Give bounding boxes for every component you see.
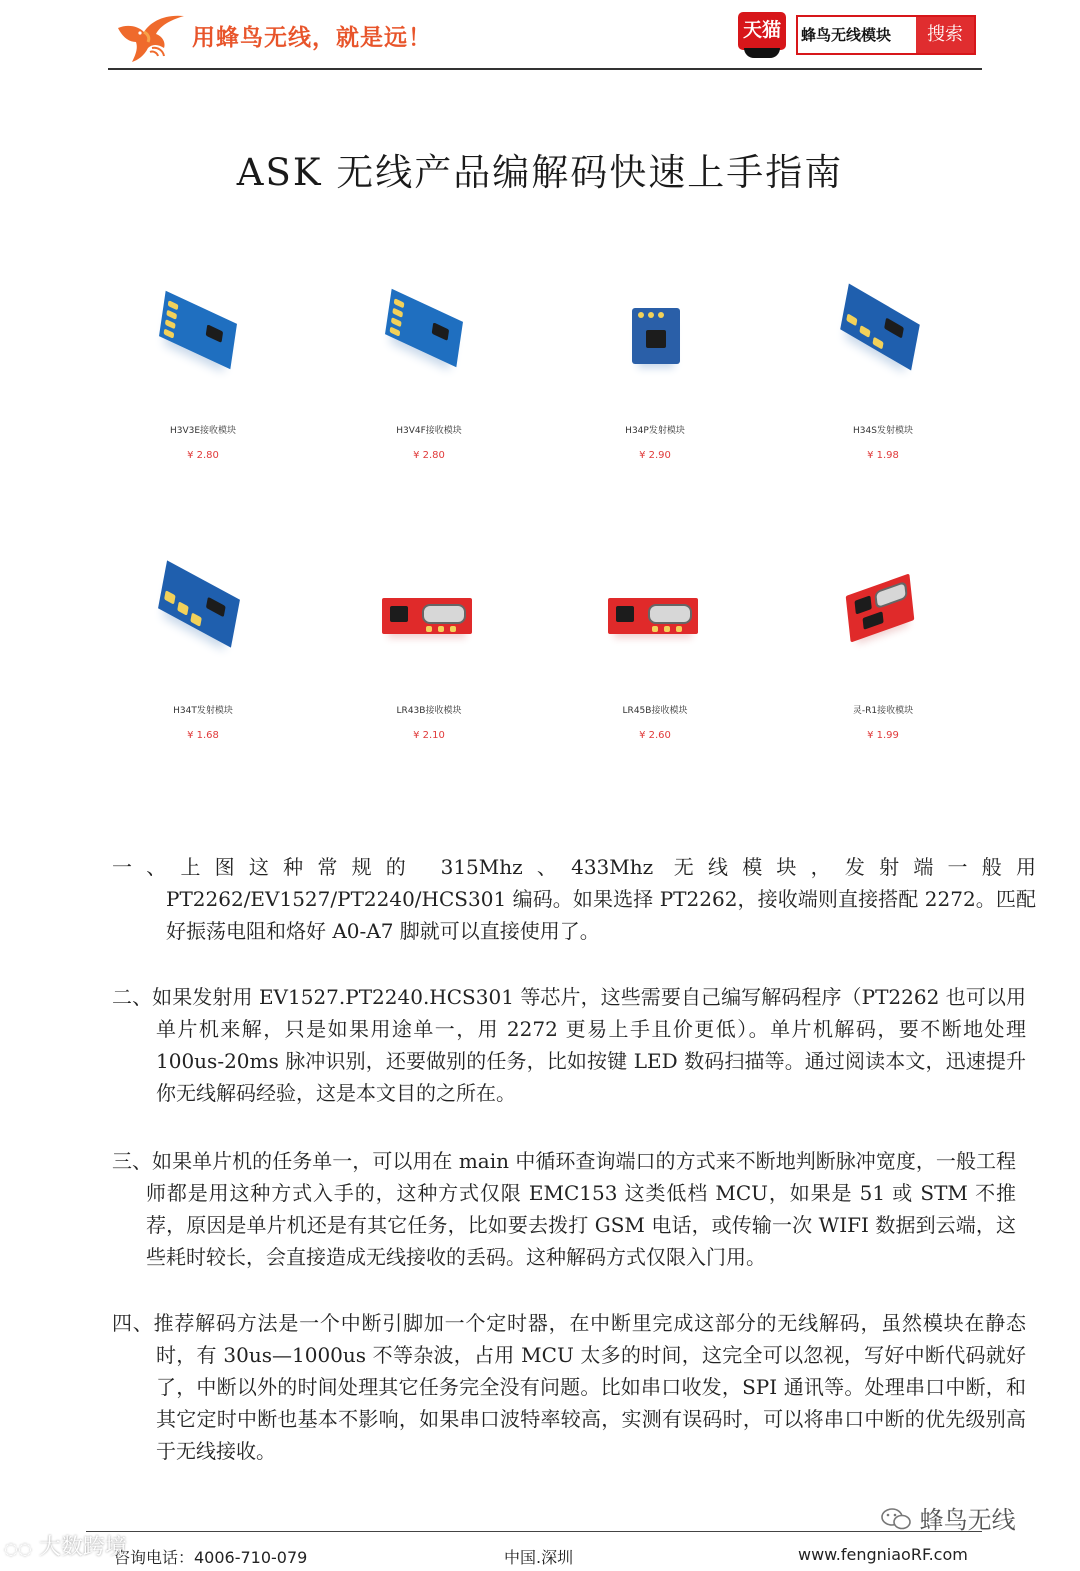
module-board-red-icon xyxy=(600,566,710,676)
wechat-account xyxy=(880,1500,1016,1535)
product-price: ¥ 2.90 xyxy=(639,450,671,461)
footer-location: 中国.深圳 xyxy=(504,1548,574,1567)
product-price: ¥ 1.99 xyxy=(867,730,899,741)
module-board-blue-icon xyxy=(600,286,710,396)
brand-slogan: 用蜂鸟无线，就是远！ xyxy=(192,25,432,51)
module-board-blue-icon xyxy=(148,566,258,676)
page-header xyxy=(108,6,982,70)
document-title: ASK 无线产品编解码快速上手指南 xyxy=(236,151,844,194)
product-card-h34t[interactable] xyxy=(118,566,288,741)
product-name: 灵-R1接收模块 xyxy=(852,706,914,716)
hummingbird-logo-icon xyxy=(114,8,190,66)
tmall-label: 天猫 xyxy=(738,12,786,50)
product-price: ¥ 2.60 xyxy=(639,730,671,741)
product-name: H3V4F接收模块 xyxy=(396,426,462,436)
product-card-h3v3e[interactable] xyxy=(118,286,288,461)
footer-phone: 咨询电话：4006-710-079 xyxy=(114,1548,308,1567)
product-name: LR45B接收模块 xyxy=(622,706,688,716)
paragraph-4: 四、推荐解码方法是一个中断引脚加一个定时器，在中断里完成这部分的无线解码，虽然模块在静态时，有 30us—1000us 不等杂波，占用 MCU 太多的时间，这完全可以忽视，写好中断代码就好了，中断以外的时间处理其它任务完全没有问题。比如串口收发，SPI 通讯等。处理串口中断，和其它定时中断也基本不影响，如果串口波特率较高，实测有误码时，可以将串口中断的优先级别高于无线接收。 xyxy=(112,1311,1026,1463)
product-card-h3v4f[interactable] xyxy=(344,286,514,461)
tmall-cat-icon xyxy=(744,48,780,58)
product-name: H34T发射模块 xyxy=(173,706,233,716)
product-card-ling-r1[interactable] xyxy=(798,566,968,741)
product-price: ¥ 1.98 xyxy=(867,450,899,461)
watermark-logo-icon: ◌◌ xyxy=(4,1539,32,1558)
product-price: ¥ 1.68 xyxy=(187,730,219,741)
paragraph-1: 一、上图这种常规的 315Mhz、433Mhz 无线模块，发射端一般用PT2262/EV1527/PT2240/HCS301 编码。如果选择 PT2262，接收端则直接搭配 2272。匹配好振荡电阻和烙好 A0-A7 脚就可以直接使用了。 xyxy=(112,855,1036,943)
module-board-blue-icon xyxy=(374,286,484,396)
product-name: H3V3E接收模块 xyxy=(169,426,237,436)
store-search-box[interactable] xyxy=(796,15,976,55)
wechat-icon xyxy=(880,1507,912,1531)
product-price: ¥ 2.10 xyxy=(413,730,445,741)
product-card-lr45b[interactable] xyxy=(570,566,740,741)
product-card-lr43b[interactable] xyxy=(344,566,514,741)
footer-website[interactable]: www.fengniaoRF.com xyxy=(798,1545,968,1564)
product-name: H34S发射模块 xyxy=(853,426,913,436)
product-card-h34p[interactable] xyxy=(570,286,740,461)
product-price: ¥ 2.80 xyxy=(187,450,219,461)
product-price: ¥ 2.80 xyxy=(413,450,445,461)
module-board-blue-icon xyxy=(828,286,938,396)
module-board-blue-icon xyxy=(148,286,258,396)
watermark xyxy=(4,1530,127,1561)
product-card-h34s[interactable] xyxy=(798,286,968,461)
watermark-text: 大数跨境 xyxy=(38,1535,127,1560)
paragraph-3: 三、如果单片机的任务单一，可以用在 main 中循环查询端口的方式来不断地判断脉冲宽度，一般工程师都是用这种方式入手的，这种方式仅限 EMC153 这类低档 MCU，如果是 51 或 STM 不推荐，原因是单片机还是有其它任务，比如要去拨打 GSM 电话，或传输一次 WIFI 数据到云端，这些耗时较长，会直接造成无线接收的丢码。这种解码方式仅限入门用。 xyxy=(112,1149,1016,1269)
module-board-red-icon xyxy=(828,566,938,676)
module-board-red-icon xyxy=(374,566,484,676)
paragraph-2: 二、如果发射用 EV1527.PT2240.HCS301 等芯片，这些需要自己编写解码程序（PT2262 也可以用单片机来解，只是如果用途单一，用 2272 更易上手且价更低）。单片机解码，要不断地处理 100us-20ms 脉冲识别，还要做别的任务，比如按键 LED 数码扫描等。通过阅读本文，迅速提升你无线解码经验，这是本文目的之所在。 xyxy=(112,985,1026,1105)
product-name: H34P发射模块 xyxy=(625,426,685,436)
footer-divider xyxy=(86,1531,982,1532)
search-button[interactable]: 搜索 xyxy=(916,17,974,53)
tmall-logo[interactable] xyxy=(738,12,790,60)
wechat-account-name: 蜂鸟无线 xyxy=(919,1506,1016,1534)
search-keyword: 蜂鸟无线模块 xyxy=(801,26,892,44)
product-name: LR43B接收模块 xyxy=(396,706,462,716)
